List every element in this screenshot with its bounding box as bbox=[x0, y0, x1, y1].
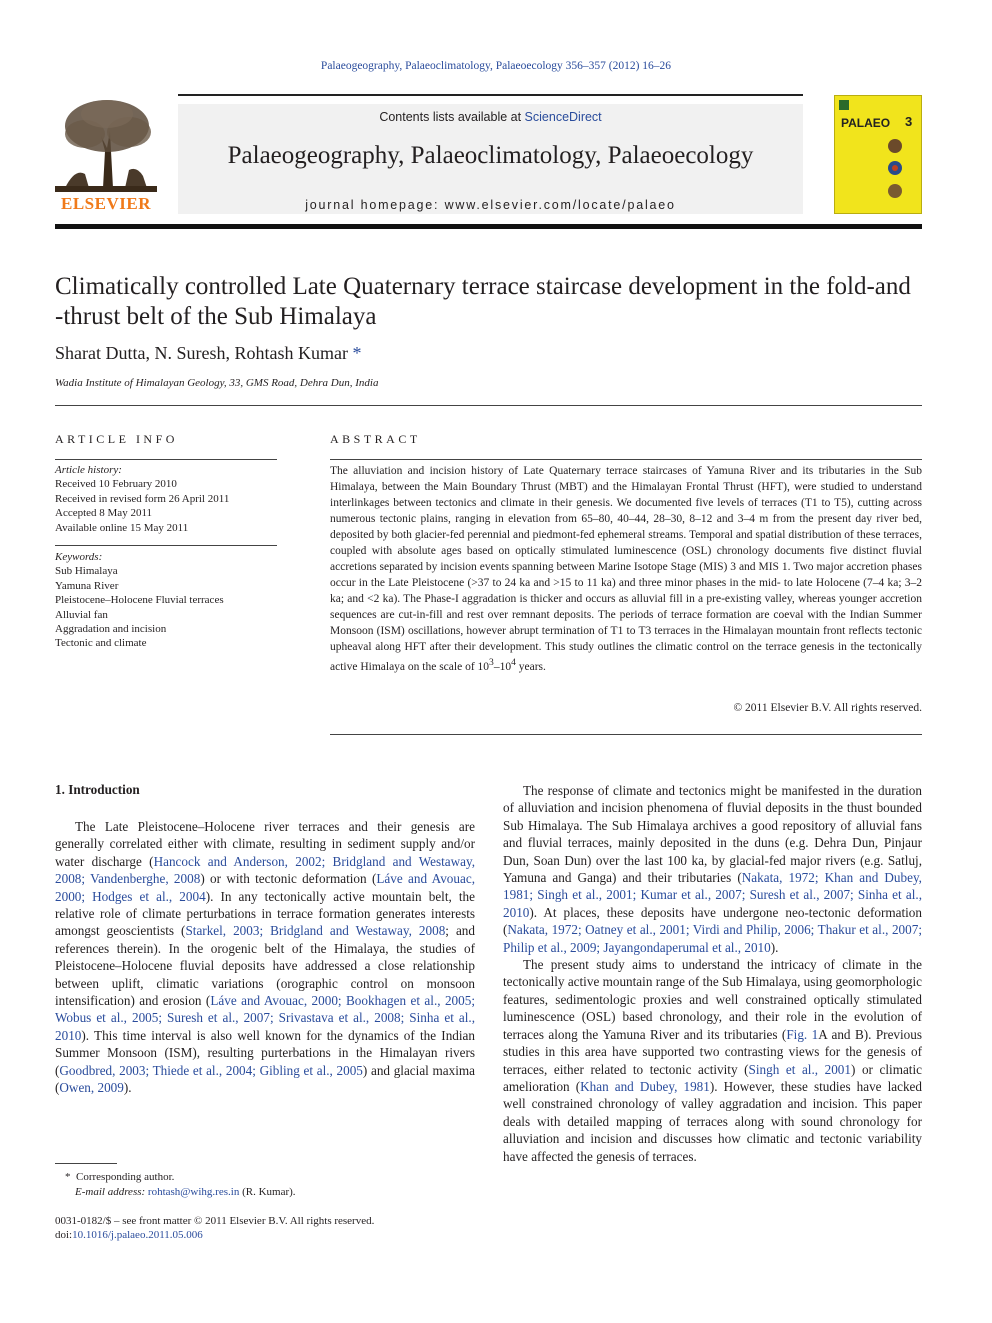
abstract-exp1: 3 bbox=[489, 657, 494, 668]
citation-link[interactable]: Láve and Avouac, 2000; Hodges et al., 2004 bbox=[55, 871, 475, 904]
paragraph-text: ) or with tectonic deformation ( bbox=[200, 871, 377, 887]
footnote-corresponding-text: Corresponding author. bbox=[76, 1171, 175, 1183]
paragraph-text: ) and glacial maxima ( bbox=[55, 1062, 475, 1096]
corresponding-author-mark[interactable]: * bbox=[352, 343, 362, 363]
sciencedirect-link[interactable]: ScienceDirect bbox=[524, 110, 602, 124]
doi-link[interactable]: 10.1016/j.palaeo.2011.05.006 bbox=[72, 1229, 203, 1241]
contents-line bbox=[178, 110, 803, 124]
keyword: Sub Himalaya bbox=[55, 565, 118, 578]
issn-line: 0031-0182/$ – see front matter © 2011 Elsevier B.V. All rights reserved. bbox=[55, 1215, 375, 1227]
homepage-url[interactable]: www.elsevier.com/locate/palaeo bbox=[444, 198, 676, 212]
intro-paragraph-1 bbox=[55, 818, 475, 1097]
intro-paragraph-3 bbox=[503, 956, 922, 1165]
front-matter bbox=[55, 1214, 475, 1242]
elsevier-logo bbox=[55, 96, 157, 214]
abstract-bottom-rule bbox=[330, 734, 922, 735]
email-link[interactable]: rohtash@wihg.res.in bbox=[147, 1186, 240, 1198]
paragraph-text: ). In any tectonically active mountain belt, the relative role of climate perturbations in terrace formation generates interests amongst geoscientists ( bbox=[55, 888, 475, 939]
abstract-exp2: 4 bbox=[511, 657, 516, 668]
author-names: Sharat Dutta, N. Suresh, Rohtash Kumar bbox=[55, 343, 348, 363]
paragraph-text: The present study aims to understand the intricacy of climate in the tectonically active mountain range of the Sub Himalaya, using geomorphologic features, sedimentologic proxies and well constrained optically stimulated luminescence (OSL) based chronology, and their role in the evolution of terraces along the Yamuna River and its tributaries ( bbox=[503, 957, 922, 1042]
keywords-label: Keywords: bbox=[55, 551, 103, 563]
paragraph-text: ; and references therein). In the orogenic belt of the Himalaya, the studies of Pleistocene–Holocene fluvial deposits have addressed a close relationship between uplift, climatic variations (orographic control on monsoon intensification) and erosion ( bbox=[55, 923, 475, 1009]
journal-title: Palaeogeography, Palaeoclimatology, Palaeoecology bbox=[227, 142, 754, 169]
paragraph-text: ). bbox=[123, 1080, 132, 1096]
keywords-rule bbox=[55, 545, 277, 546]
history-item: Accepted 8 May 2011 bbox=[55, 507, 153, 520]
keyword: Yamuna River bbox=[55, 579, 119, 592]
paragraph-text: ). This time interval is also well known for the dynamics of the Indian Summer Monsoon (ISM), resulting purterbations in the Himalayan rivers ( bbox=[55, 1027, 475, 1078]
history-item: Available online 15 May 2011 bbox=[55, 521, 189, 534]
tree-logo-icon bbox=[55, 96, 157, 192]
citation-link[interactable]: Láve and Avouac, 2000; Bookhagen et al., 2005; Wobus et al., 2005; Suresh et al., 2007; Srivastava et al., 2008; Sinha et al., 2010 bbox=[55, 993, 475, 1043]
header-top-rule bbox=[178, 94, 803, 96]
intro-paragraph-2 bbox=[503, 782, 922, 956]
abstract-rule bbox=[330, 459, 922, 460]
citation-link[interactable]: Goodbred, 2003; Thiede et al., 2004; Gibling et al., 2005 bbox=[59, 1062, 363, 1078]
affiliation-rule bbox=[55, 405, 922, 406]
body-column-right bbox=[503, 782, 922, 1165]
email-label: E-mail address: bbox=[75, 1186, 148, 1198]
article-info-rule bbox=[55, 459, 277, 460]
cover-badge-icon bbox=[839, 100, 849, 110]
journal-homepage bbox=[178, 198, 803, 212]
body-column-left bbox=[55, 818, 475, 1097]
paragraph-text: The response of climate and tectonics might be manifested in the duration of alluviation and incision phenomena of fluvial deposits in the thust bounded Sub Himalaya. The Sub Himalaya archives a good repository of alluvial fans and fluvial terraces, mainly deposited in the duns (e.g. Dehra Dun, Pinjaur Dun, Soan Dun) over the last 100 ka, by glacial-fed major rivers (e.g. Satluj, Yamuna and Ganga) and their tributaries ( bbox=[503, 783, 922, 886]
history-item: Received in revised form 26 April 2011 bbox=[55, 492, 230, 505]
cover-globe-icons bbox=[885, 136, 905, 202]
footnote-corresponding bbox=[55, 1170, 475, 1185]
contents-prefix: Contents lists available at bbox=[379, 110, 525, 124]
elsevier-wordmark: ELSEVIER bbox=[61, 194, 151, 213]
citation-link[interactable]: Nakata, 1972; Khan and Dubey, 1981; Singh et al., 2001; Kumar et al., 2007; Suresh et al., 2007; Sinha et al., 2010 bbox=[503, 870, 922, 920]
journal-cover bbox=[834, 95, 922, 214]
keywords bbox=[55, 550, 277, 651]
homepage-prefix: journal homepage: bbox=[305, 198, 445, 212]
affiliation: Wadia Institute of Himalayan Geology, 33, GMS Road, Dehra Dun, India bbox=[55, 377, 379, 389]
journal-header bbox=[178, 104, 803, 214]
abstract-dash: –10 bbox=[493, 660, 512, 673]
journal-citation[interactable]: Palaeogeography, Palaeoclimatology, Palaeoecology 356–357 (2012) 16–26 bbox=[320, 60, 672, 72]
paragraph-text: The Late Pleistocene–Holocene river terraces and their genesis are generally correlated either with climate, resulting in sediment supply and/or water discharge ( bbox=[55, 819, 475, 869]
paragraph-text: ). bbox=[770, 939, 779, 955]
footnote-email-line bbox=[55, 1185, 475, 1200]
citation-link[interactable]: Fig. 1 bbox=[786, 1026, 819, 1042]
history-item: Received 10 February 2010 bbox=[55, 478, 177, 491]
keyword: Pleistocene–Holocene Fluvial terraces bbox=[55, 594, 224, 607]
history-label: Article history: bbox=[55, 464, 122, 476]
keyword: Aggradation and incision bbox=[55, 623, 167, 636]
cover-title: PALAEO bbox=[841, 116, 891, 130]
citation-link[interactable]: Hancock and Anderson, 2002; Bridgland and Westaway, 2008; Vandenberghe, 2008 bbox=[55, 853, 476, 887]
abstract-text bbox=[330, 463, 922, 675]
article-info-heading: ARTICLE INFO bbox=[55, 432, 178, 446]
citation-link[interactable]: Starkel, 2003; Bridgland and Westaway, 2008 bbox=[185, 923, 446, 939]
paragraph-text: ). However, these studies have lacked well constrained chronology of valley aggradation and incision. This paper deals with detailed mapping of terraces along with sound chronology for alluviation and incision and discusses how climatic and tectonic variability have affected the genesis of terraces. bbox=[503, 1078, 923, 1164]
footnote-mark: * bbox=[65, 1171, 71, 1183]
citation-link[interactable]: Nakata, 1972; Oatney et al., 2001; Virdi and Philip, 2006; Thakur et al., 2007; Philip et al., 2009; Jayangondaperumal et al., 2010 bbox=[503, 922, 922, 955]
header-thick-rule bbox=[55, 224, 922, 229]
doi-line bbox=[55, 1228, 475, 1242]
abstract-heading: ABSTRACT bbox=[330, 432, 421, 446]
cover-number: 3 bbox=[905, 114, 913, 129]
paper-title: Climatically controlled Late Quaternary terrace staircase development in the fold-and -thrust belt of the Sub Himalaya bbox=[55, 273, 911, 330]
footnote-rule bbox=[55, 1163, 117, 1164]
authors bbox=[55, 343, 361, 364]
footnote bbox=[55, 1170, 475, 1200]
citation-link[interactable]: Owen, 2009 bbox=[59, 1080, 124, 1096]
section-heading-introduction: 1. Introduction bbox=[55, 782, 140, 797]
citation-link[interactable]: Singh et al., 2001 bbox=[748, 1061, 851, 1077]
abstract-tail: years. bbox=[515, 660, 546, 673]
keyword: Tectonic and climate bbox=[55, 637, 147, 650]
copyright: © 2011 Elsevier B.V. All rights reserved. bbox=[733, 702, 922, 714]
abstract-main: The alluviation and incision history of Late Quaternary terrace staircases of Yamuna River and its tributaries in the Sub Himalaya, between the Main Boundary Thrust (MBT) and the Himalayan Frontal Thrust (HFT), were studied to understand interlinkages between tectonics and climate in their genesis. We documented five levels of terraces (T1 to T5), cutting across numerous tectonic plains, ranging in elevation from 65–80, 40–44, 28–30, 8–12 and 3–4 m from the present day river bed, deposited by both glacier-fed perennial and piedmont-fed ephemeral streams. Temporal and spatial distribution of these terraces, coupled with absolute ages based on optically stimulated luminescence (OSL) chronology documents five distinct fluvial accretions separated by incision events spanning between Marine Isotope Stage (MIS) 3 and MIS 1. Two major accretion phases occur in the Late Pleistocene (>37 to 24 ka and >15 to 11 ka) and three minor phases in the mid- to late Holocene (7–4 ka; 3–2 ka; and <2 ka). The Phase-I aggradation is thicker and occurs as alluvial fill in a pre-existing valley, whereas younger accretion sequences are cut-in-fill and rest over remnant deposits. The periods of terrace formation are coeval with the Indian Summer Monsoon (ISM) oscillations, however abrupt termination of T1 to T3 terraces in the Himalayan mountain front reflects tectonic upheaval along HFT after their development. This study outlines the climatic control on the terrace genesis in the tectonically active Himalaya on the scale of 10 bbox=[330, 465, 922, 673]
keyword: Alluvial fan bbox=[55, 608, 108, 621]
paragraph-text: A and B). Previous studies in this area have supported two contrasting views for the genesis of terraces, either related to tectonic activity ( bbox=[503, 1026, 923, 1077]
paragraph-text: ). At places, these deposits have undergone neo-tectonic deformation ( bbox=[503, 904, 922, 938]
paragraph-text: ) or climatic amelioration ( bbox=[503, 1061, 922, 1094]
doi-label: doi: bbox=[55, 1229, 73, 1241]
article-history bbox=[55, 463, 277, 535]
citation-link[interactable]: Khan and Dubey, 1981 bbox=[580, 1078, 710, 1094]
email-suffix: (R. Kumar). bbox=[239, 1186, 296, 1198]
